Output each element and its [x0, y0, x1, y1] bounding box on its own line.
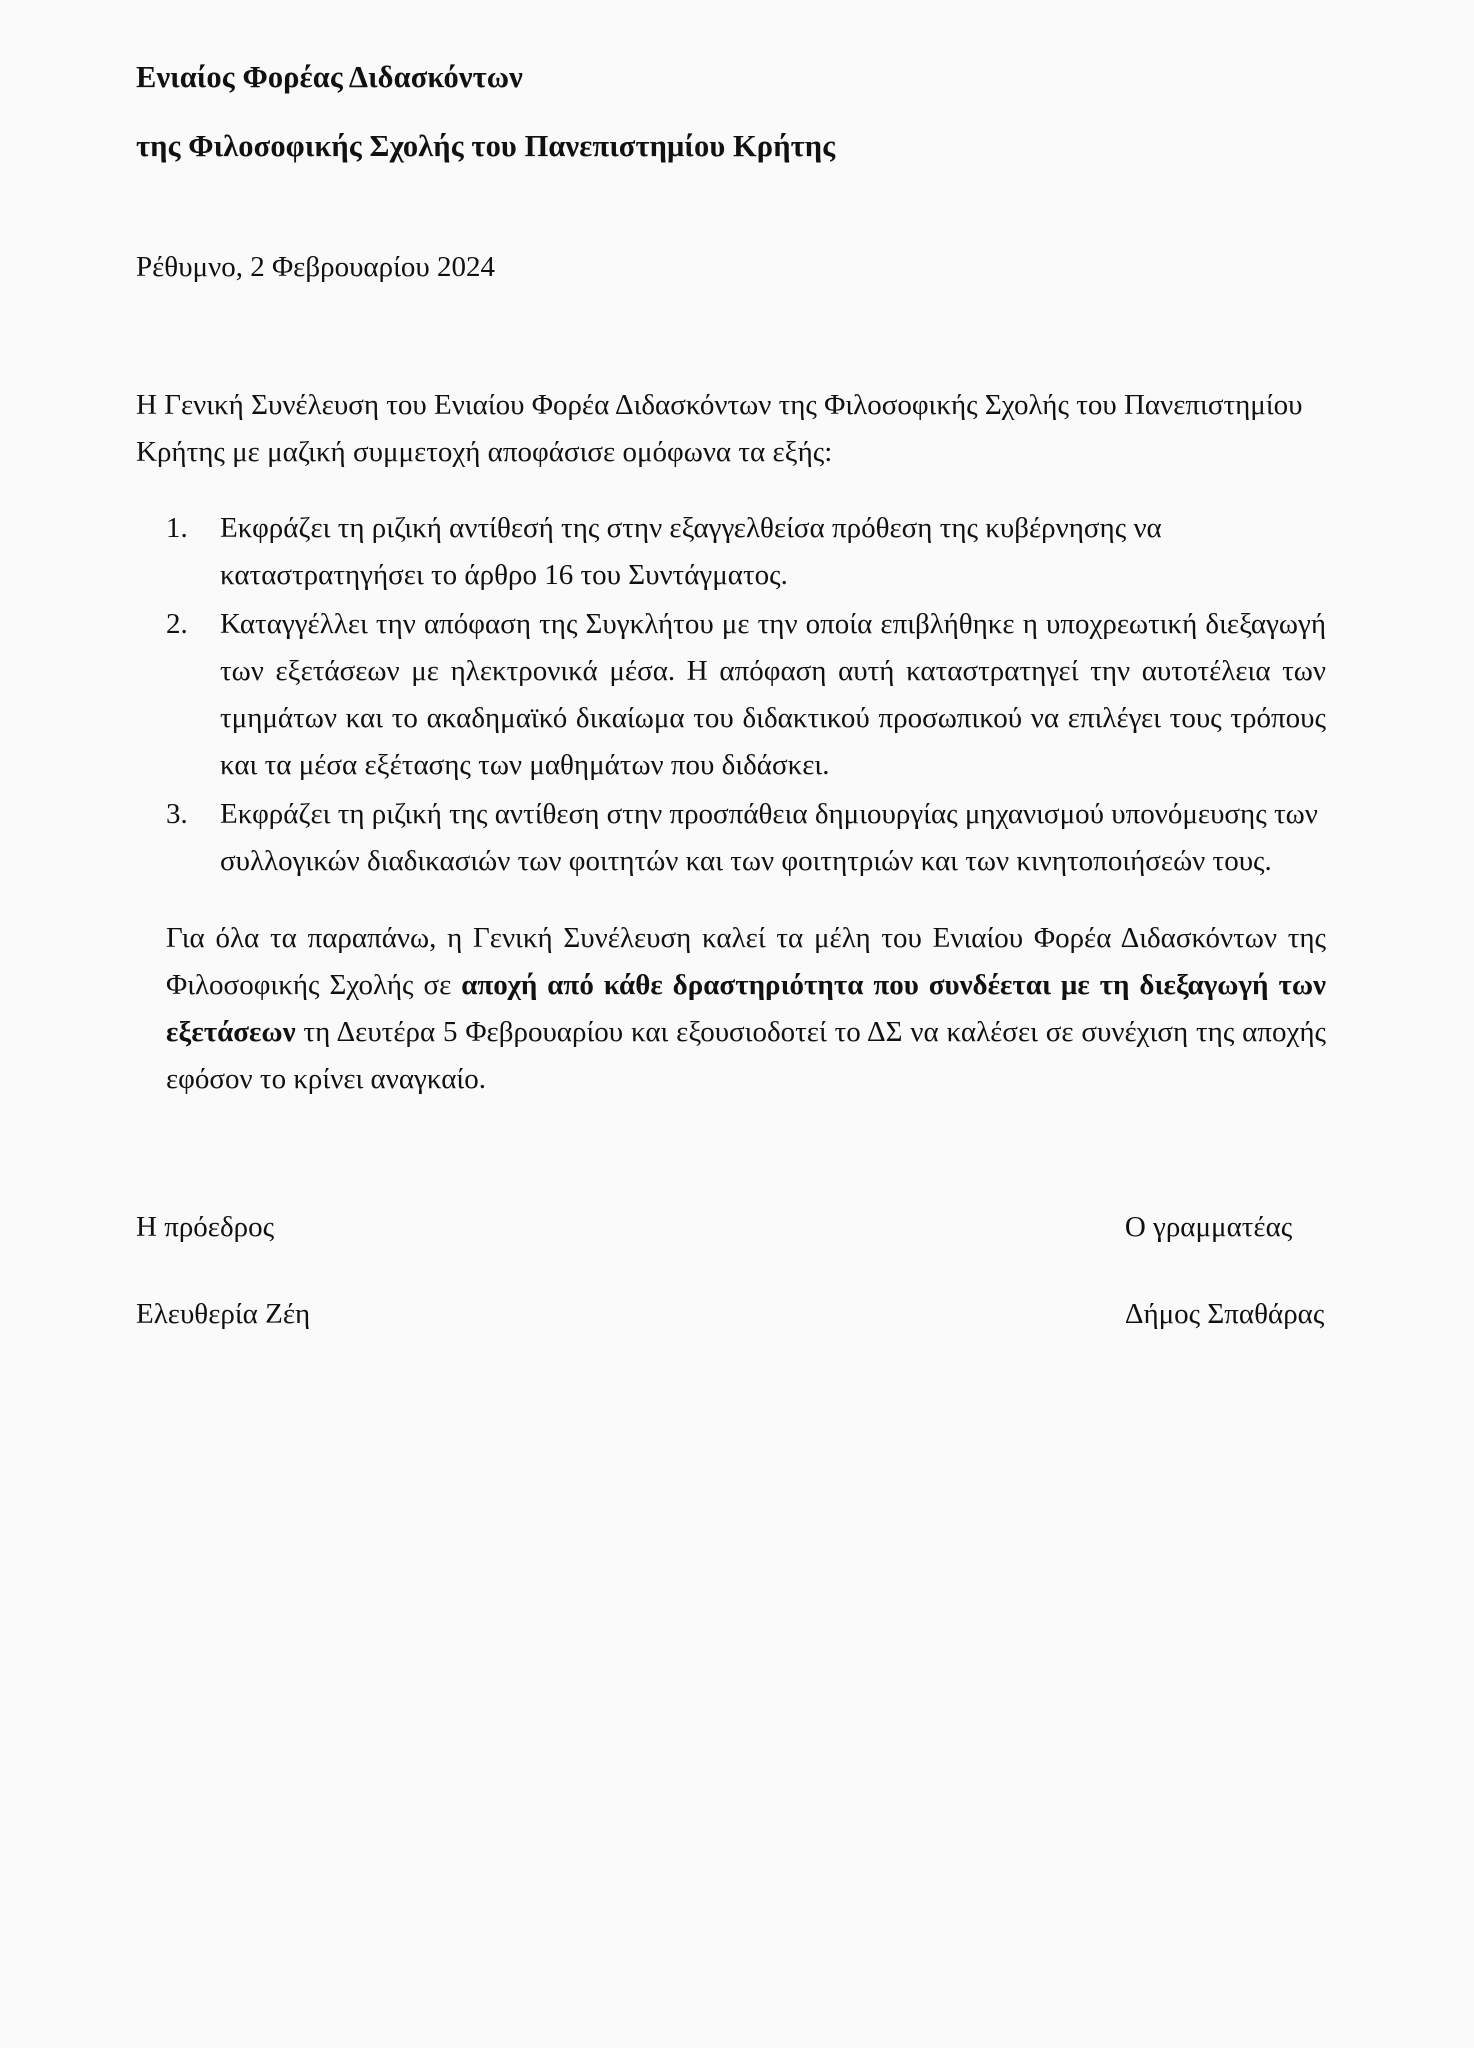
dateline: Ρέθυμνο, 2 Φεβρουαρίου 2024	[136, 251, 496, 283]
signature-name: Δήμος Σπαθάρας	[1124, 1297, 1325, 1330]
list-item	[136, 791, 1326, 885]
signature-role: Ο γραμματέας	[1124, 1210, 1293, 1243]
list-item-number: 3.	[166, 797, 188, 830]
heading-line-1: Ενιαίος Φορέας Διδασκόντων	[136, 60, 523, 94]
closing-text-bold: αποχή από κάθε δραστηριότητα που συνδέεται με τη διεξαγωγή των εξετάσεων	[166, 968, 1326, 1048]
list-item-text: Εκφράζει τη ριζική της αντίθεση στην προσπάθεια δημιουργίας μηχανισμού υπονόμευσης των συλλογικών διαδικασιών των φοιτητών και των φοιτητριών και των κινητοποιήσεών τους.	[220, 797, 1318, 877]
document-heading	[136, 62, 1326, 161]
document-body	[136, 62, 1326, 1329]
list-item-number: 1.	[166, 511, 188, 544]
signature-block	[136, 1210, 1326, 1330]
closing-text-part-2: τη Δευτέρα 5 Φεβρουαρίου και εξουσιοδοτεί το ΔΣ να καλέσει σε συνέχιση της αποχής εφόσον το κρίνει αναγκαίο.	[166, 1015, 1326, 1095]
decisions-list	[136, 505, 1326, 885]
intro-paragraph: Η Γενική Συνέλευση του Ενιαίου Φορέα Διδασκόντων της Φιλοσοφικής Σχολής του Πανεπιστημίου Κρήτης με μαζική συμμετοχή αποφάσισε ομόφωνα τα εξής:	[136, 389, 1303, 468]
list-item	[136, 601, 1326, 789]
list-item-text: Καταγγέλλει την απόφαση της Συγκλήτου με την οποία επιβλήθηκε η υποχρεωτική διεξαγωγή των εξετάσεων με ηλεκτρονικά μέσα. Η απόφαση αυτή καταστρατηγεί την αυτοτέλεια των τμημάτων και το ακαδημαϊκό δικαίωμα του διδακτικού προσωπικού να επιλέγει τους τρόπους και τα μέσα εξέτασης των μαθημάτων που διδάσκει.	[220, 607, 1326, 781]
closing-paragraph	[166, 915, 1326, 1103]
list-item-text: Εκφράζει τη ριζική αντίθεσή της στην εξαγγελθείσα πρόθεση της κυβέρνησης να καταστρατηγήσει το άρθρο 16 του Συντάγματος.	[220, 511, 1162, 591]
list-item	[136, 505, 1326, 599]
list-item-number: 2.	[166, 607, 188, 640]
signature-right	[755, 1210, 1326, 1330]
signature-name: Ελευθερία Ζέη	[136, 1297, 311, 1330]
closing-text-part-1: Για όλα τα παραπάνω, η Γενική Συνέλευση καλεί τα μέλη του Ενιαίου Φορέα Διδασκόντων της Φιλοσοφικής Σχολής σε	[166, 921, 1326, 1001]
signature-role: Η πρόεδρος	[136, 1210, 275, 1243]
signature-left	[136, 1210, 707, 1330]
heading-line-2: της Φιλοσοφικής Σχολής του Πανεπιστημίου Κρήτης	[136, 128, 836, 163]
